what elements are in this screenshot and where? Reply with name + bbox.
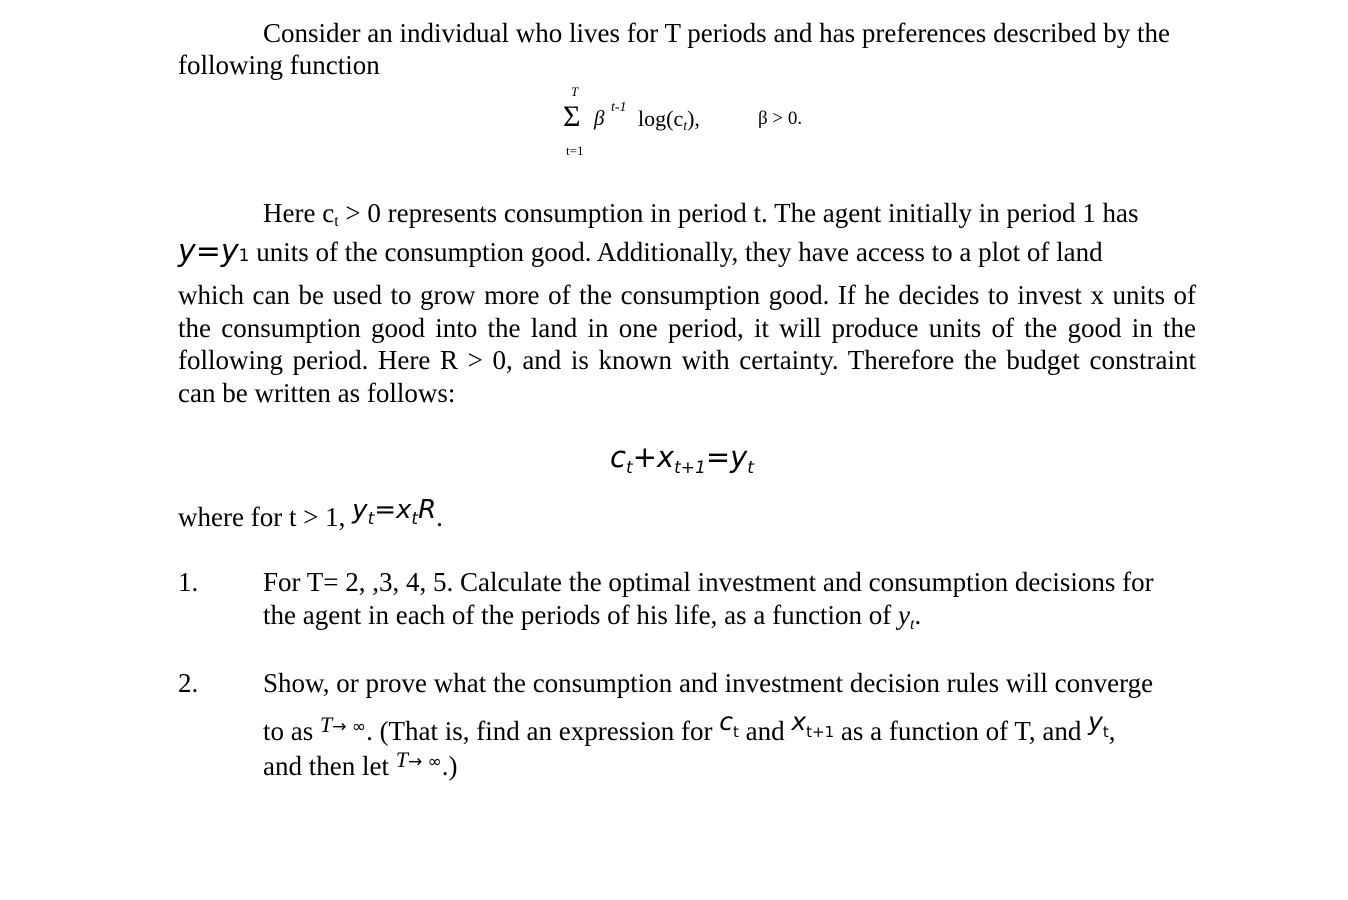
sum-lower-limit: t=1 xyxy=(566,143,584,158)
budget-constraint: $c_t+x_{t+1}=y_t$ xyxy=(610,440,754,478)
intro-line-1: Consider an individual who lives for T periods and has preferences described by the xyxy=(263,18,1171,48)
para2-line-5: following period. Here R > 0, and is known with certainty. Therefore the budget constraint xyxy=(178,345,1196,375)
intro-line-2: following function xyxy=(178,50,380,80)
para2-line-6: can be written as follows: xyxy=(178,377,456,408)
question-2-line-3: and then let $^{T\to \infty}$.) xyxy=(263,747,458,781)
para2-line-3: which can be used to grow more of the consumption good. If he decides to invest x units of xyxy=(178,280,1196,310)
where-line: where for t > 1, $y_t=x_tR$. xyxy=(178,495,443,532)
sigma-symbol: Σ xyxy=(563,100,581,133)
question-number: 2. xyxy=(178,668,199,698)
question-2-line-2: to as $^{T\to \infty}$. (That is, find an expression for ct and xt+1 as a function of T, and yt, xyxy=(263,707,1116,746)
beta-exponent: t-1 xyxy=(611,100,627,115)
beta-condition: β > 0. xyxy=(758,108,803,129)
sum-upper-limit: T xyxy=(571,84,579,99)
log-term: log(ct), xyxy=(638,106,700,134)
question-1-line-1: For T= 2, ,3, 4, 5. Calculate the optimal investment and consumption decisions for xyxy=(263,567,1154,597)
question-2-line-1: Show, or prove what the consumption and investment decision rules will converge xyxy=(263,668,1154,698)
para2-line-2: y=y1 units of the consumption good. Additionally, they have access to a plot of land xyxy=(178,234,1103,269)
question-number: 1. xyxy=(178,567,199,597)
para2-body xyxy=(178,279,1196,409)
question-1-line-2: the agent in each of the periods of his life, as a function of yt. xyxy=(263,600,922,633)
beta-term: β xyxy=(594,106,605,130)
para2-line-1: Here ct > 0 represents consumption in period t. The agent initially in period 1 has xyxy=(263,198,1139,230)
para2-line-4: the consumption good into the land in one period, it will produce units of the good in the xyxy=(178,312,1196,343)
